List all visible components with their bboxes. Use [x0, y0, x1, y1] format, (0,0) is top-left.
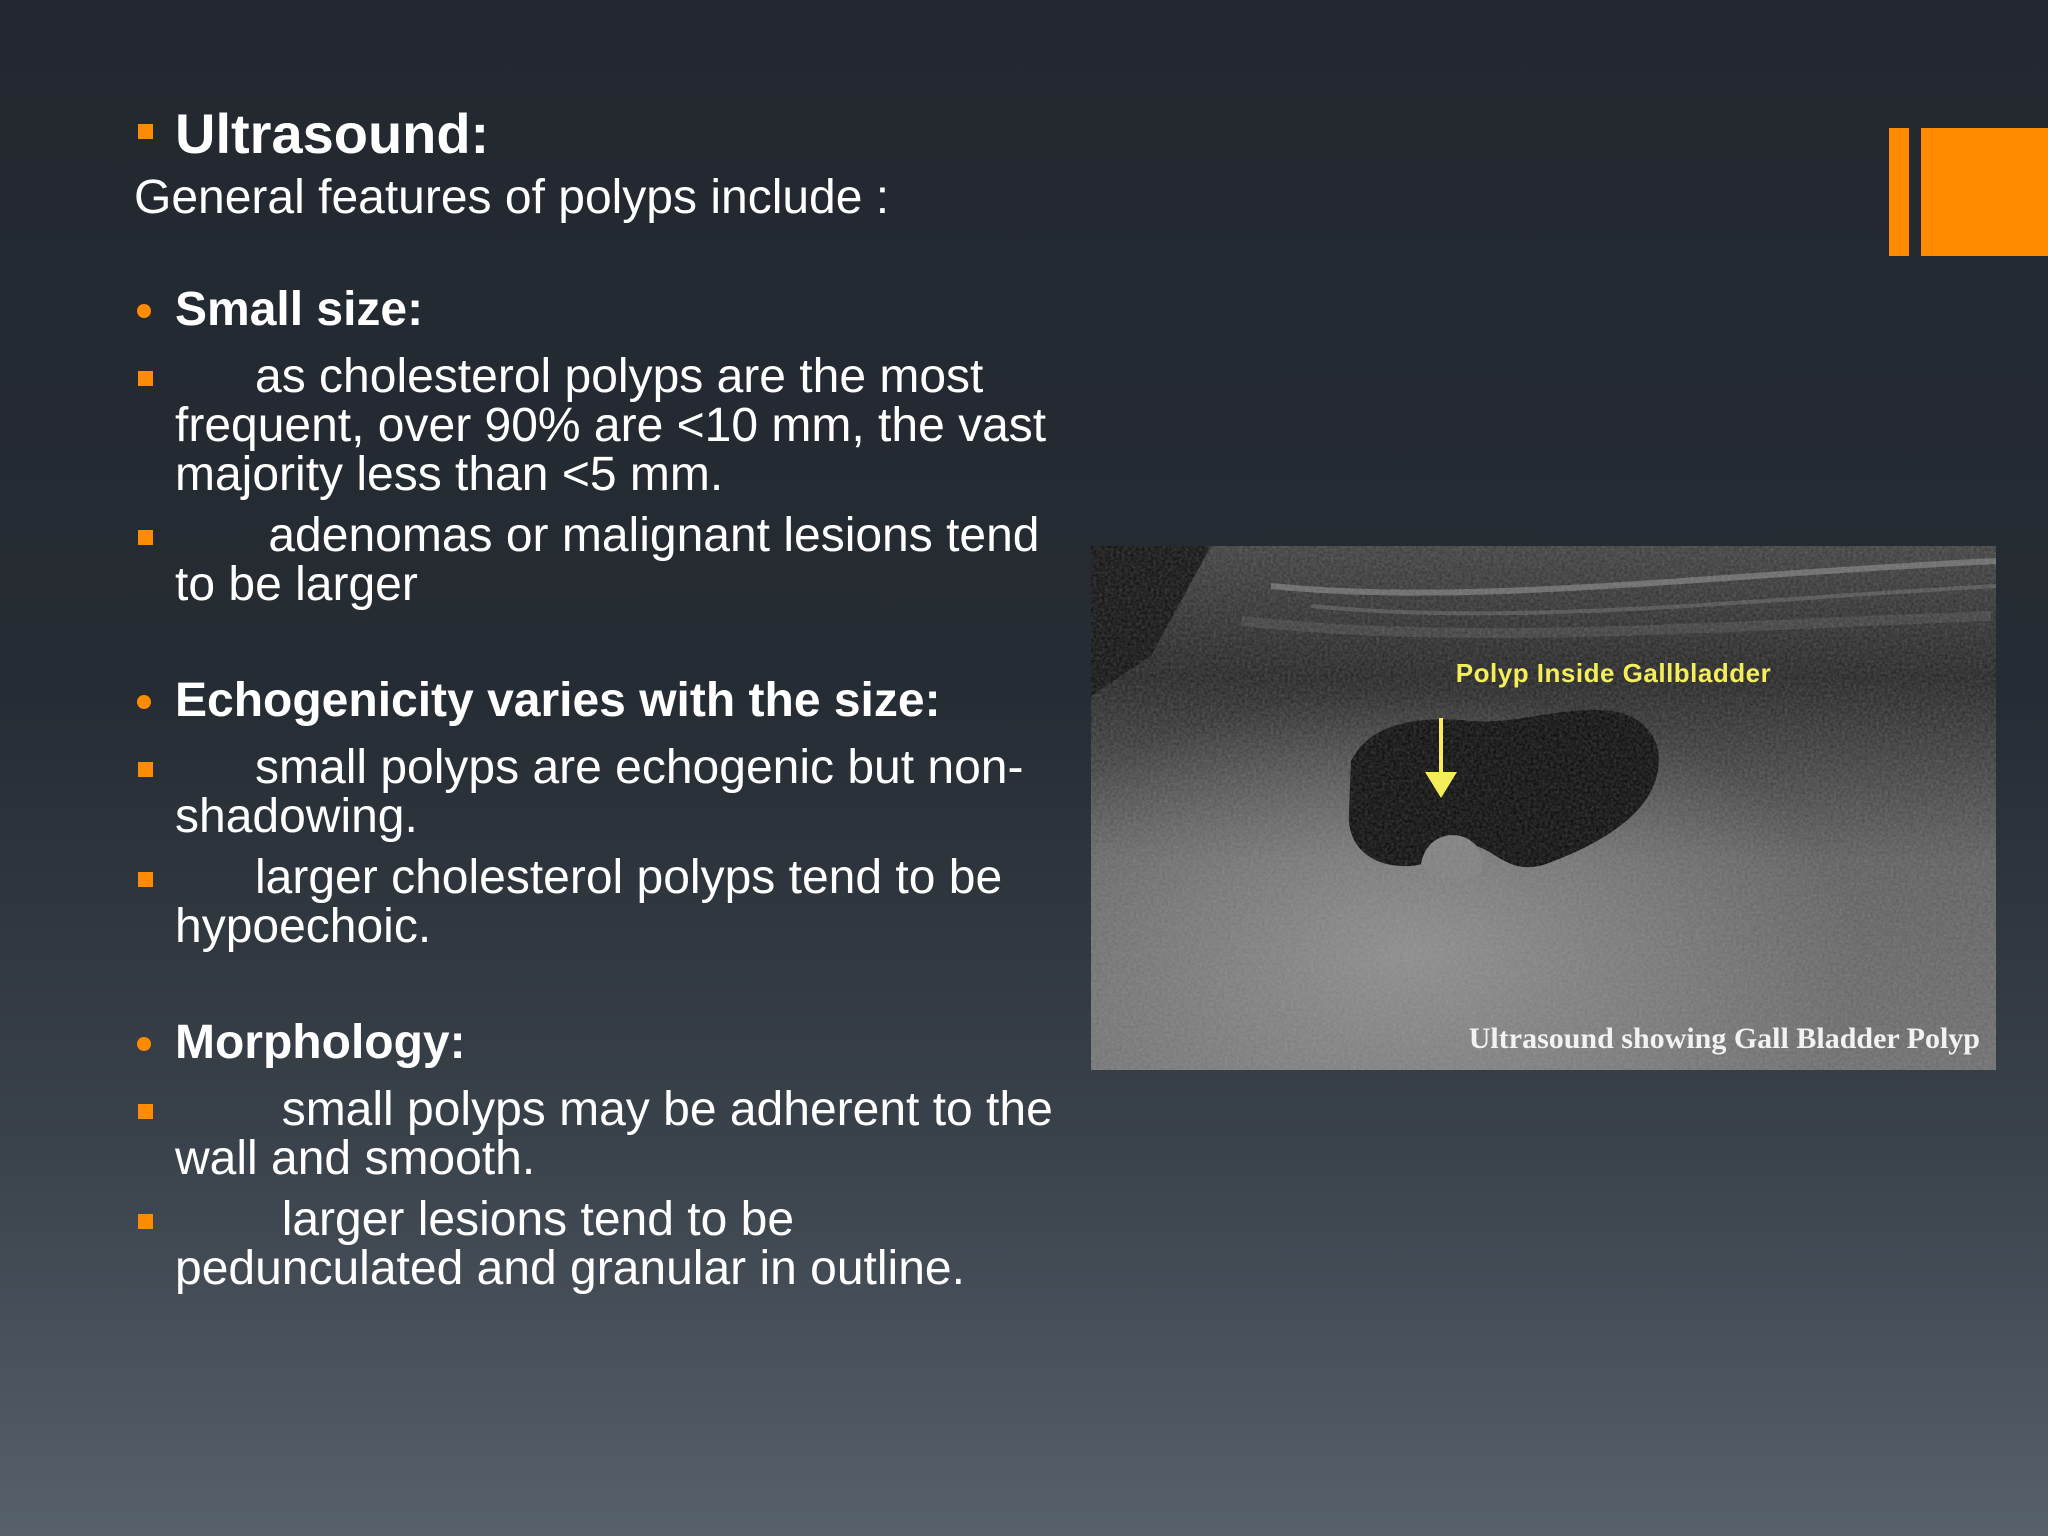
section-title-row	[134, 280, 1054, 340]
list-item	[134, 350, 1060, 501]
ultrasound-image	[1091, 546, 1996, 1070]
accent-bar-thin	[1889, 128, 1909, 256]
list-item	[134, 1195, 1054, 1293]
intro-text: General features of polyps include :	[134, 171, 890, 224]
ultrasound-scan-graphic	[1091, 546, 1996, 1070]
square-bullet-icon	[138, 872, 153, 887]
section-title-row	[134, 671, 1054, 731]
accent-bar-block	[1921, 128, 2048, 256]
section-title-row	[134, 1013, 1054, 1073]
round-bullet-icon	[137, 1037, 151, 1051]
square-bullet-icon	[138, 1104, 153, 1119]
list-item-text: larger cholesterol polyps tend to be hypoechoic.	[175, 851, 1016, 953]
square-bullet-icon	[138, 530, 153, 545]
square-bullet-icon	[138, 762, 153, 777]
section-echogenicity	[134, 671, 1054, 951]
slide-heading: Ultrasound:	[175, 102, 490, 165]
slide-content	[134, 100, 1067, 1295]
list-item-text: as cholesterol polyps are the most frequent, over 90% are <10 mm, the vast majority less than <5 mm.	[175, 350, 1060, 501]
list-item-text: larger lesions tend to be pedunculated and granular in outline.	[175, 1193, 965, 1295]
section-title: Morphology:	[175, 1016, 466, 1069]
square-bullet-icon	[138, 1214, 153, 1229]
list-item-text: small polyps are echogenic but non-shadowing.	[175, 741, 1024, 843]
list-item	[134, 853, 1054, 951]
list-item-text: adenomas or malignant lesions tend to be larger	[175, 509, 1053, 611]
square-bullet-icon	[138, 371, 153, 386]
section-title: Small size:	[175, 283, 424, 336]
polyp-label: Polyp Inside Gallbladder	[1455, 658, 1772, 688]
square-bullet-icon	[138, 124, 153, 139]
round-bullet-icon	[137, 695, 151, 709]
list-item	[134, 1083, 1067, 1185]
list-item	[134, 743, 1054, 841]
round-bullet-icon	[137, 304, 151, 318]
list-item	[134, 511, 1054, 609]
section-morphology	[134, 1013, 1067, 1295]
section-title: Echogenicity varies with the size:	[175, 674, 941, 727]
image-caption: Ultrasound showing Gall Bladder Polyp	[1468, 1022, 1980, 1055]
list-item-text: small polyps may be adherent to the wall and smooth.	[175, 1083, 1067, 1185]
section-small-size	[134, 280, 1060, 611]
slide-heading-row	[134, 100, 1054, 168]
